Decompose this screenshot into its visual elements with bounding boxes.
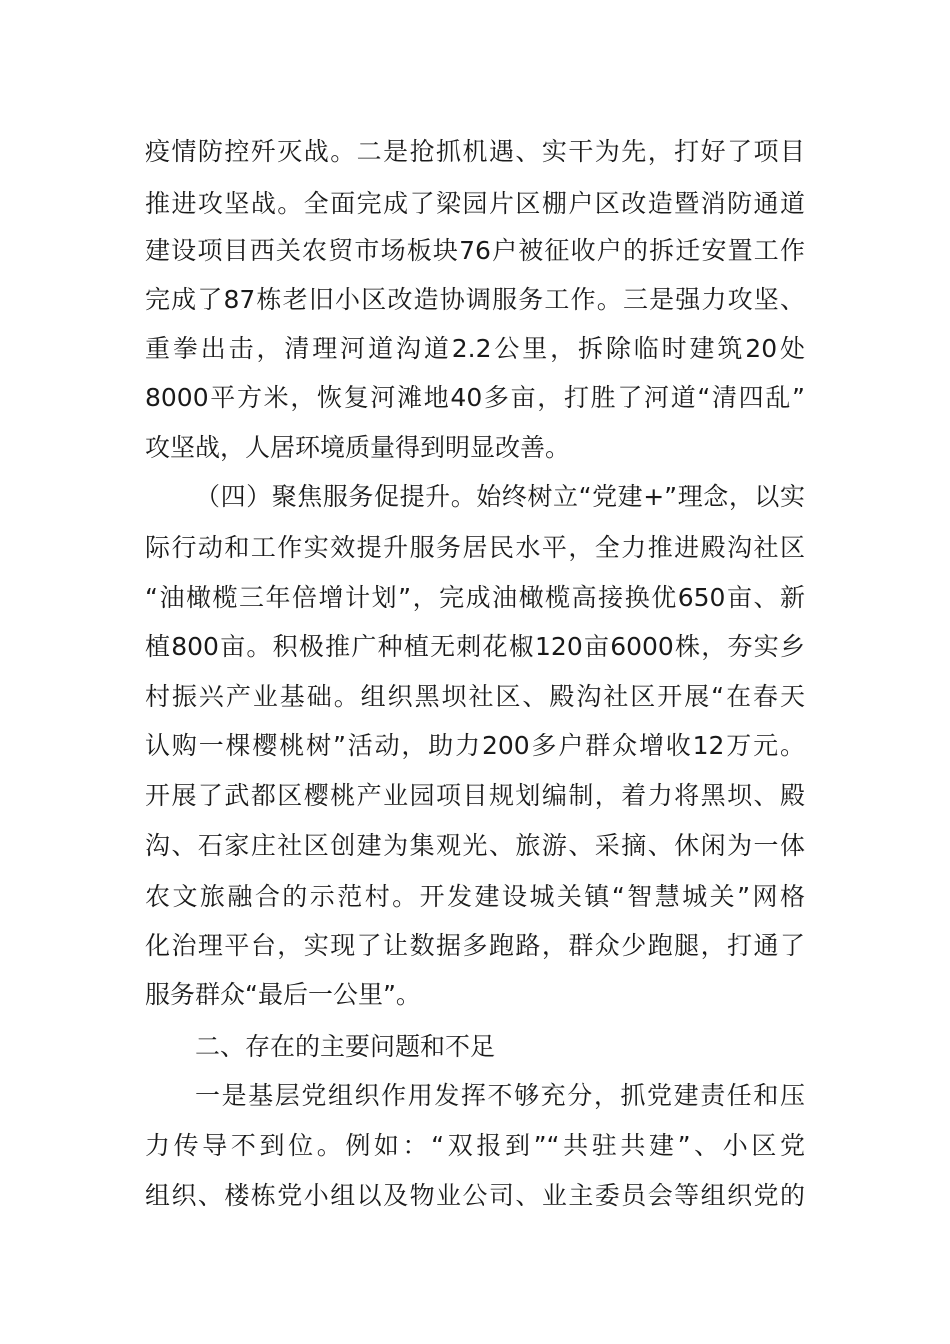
paragraph-line: 攻坚战，人居环境质量得到明显改善。 — [145, 433, 571, 462]
paragraph-line: 农文旅融合的示范村。开发建设城关镇“智慧城关”网格 — [145, 882, 805, 911]
paragraph-line: 际行动和工作实效提升服务居民水平，全力推进殿沟社区 — [145, 533, 805, 562]
paragraph-line: 疫情防控歼灭战。二是抢抓机遇、实干为先，打好了项目 — [145, 137, 805, 166]
paragraph-line: 服务群众“最后一公里”。 — [145, 980, 421, 1009]
paragraph-line: 植800亩。积极推广种植无刺花椒120亩6000株，夯实乡 — [145, 632, 805, 661]
paragraph-line: 村振兴产业基础。组织黑坝社区、殿沟社区开展“在春天 — [145, 682, 805, 711]
paragraph-line: 开展了武都区樱桃产业园项目规划编制，着力将黑坝、殿 — [145, 781, 805, 810]
paragraph-line: 一是基层党组织作用发挥不够充分，抓党建责任和压 — [195, 1081, 805, 1110]
paragraph-line: 化治理平台，实现了让数据多跑路，群众少跑腿，打通了 — [145, 931, 805, 960]
paragraph-line: 力传导不到位。例如：“双报到”“共驻共建”、小区党 — [145, 1131, 805, 1160]
paragraph-line: 推进攻坚战。全面完成了梁园片区棚户区改造暨消防通道 — [145, 189, 805, 218]
paragraph-line: 建设项目西关农贸市场板块76户被征收户的拆迁安置工作 — [145, 236, 805, 265]
paragraph-line: 认购一棵樱桃树”活动，助力200多户群众增收12万元。 — [145, 731, 805, 760]
section-heading-line: （四）聚焦服务促提升。始终树立“党建+”理念，以实 — [195, 482, 805, 511]
paragraph-line: 完成了87栋老旧小区改造协调服务工作。三是强力攻坚、 — [145, 285, 805, 314]
paragraph-line: 重拳出击，清理河道沟道2.2公里，拆除临时建筑20处 — [145, 334, 805, 363]
paragraph-line: 组织、楼栋党小组以及物业公司、业主委员会等组织党的 — [145, 1181, 805, 1210]
paragraph-line: 8000平方米，恢复河滩地40多亩，打胜了河道“清四乱” — [145, 383, 805, 412]
section-title: 二、存在的主要问题和不足 — [195, 1032, 496, 1061]
paragraph-line: “油橄榄三年倍增计划”，完成油橄榄高接换优650亩、新 — [145, 583, 805, 612]
paragraph-line: 沟、石家庄社区创建为集观光、旅游、采摘、休闲为一体 — [145, 831, 805, 860]
